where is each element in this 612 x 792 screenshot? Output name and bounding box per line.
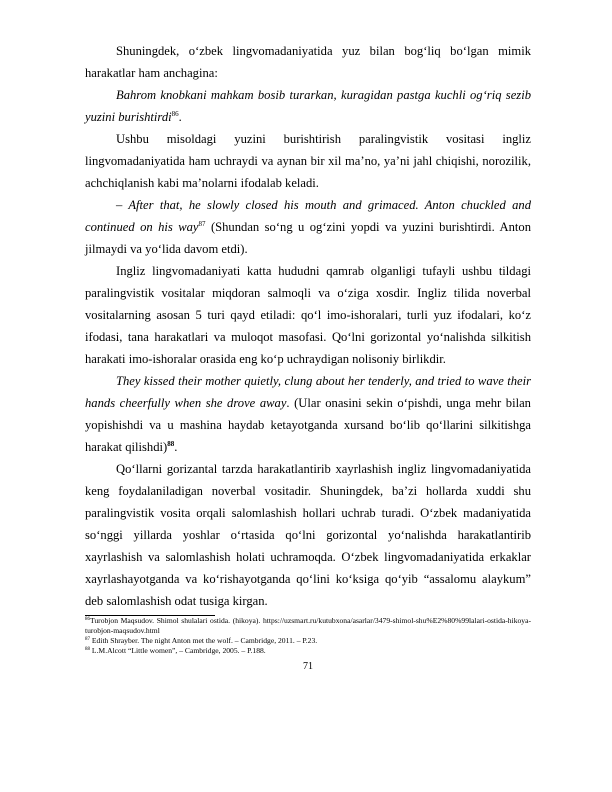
footnote-86-number: 86 (85, 617, 90, 622)
paragraph-5-text: Ingliz lingvomadaniyati katta hududni qamrab olganligi tufayli ushbu tildagi paralingvistik vositalar miqdoran salmoqli va o‘ziga xosdir. Ingliz tilida noverbal vositalarning asosan 5 turi qayd etiladi: qo‘l imo-ishoralari, turli yuz ifodalari, ko‘z ifodasi, tana harakatlari va muloqot masofasi. Qo‘lni gorizontal yo‘nalishda silkitish harakati imo-ishoralar orasida eng ko‘p uchraydigan nolisoniy birlikdir. (85, 264, 531, 366)
paragraph-3 (85, 128, 531, 194)
footnote-ref-86[interactable]: 86 (171, 110, 179, 118)
paragraph-2-end: . (178, 110, 182, 124)
footnote-86 (85, 616, 531, 636)
paragraph-3-text: Ushbu misoldagi yuzini burishtirish paralingvistik vositasi ingliz lingvomadaniyatida ham uchraydi va aynan bir xil ma’no, ya’ni jahl chiqishi, norozilik, achchiqlanish kabi ma’nolarni ifodalab keladi. (85, 132, 531, 190)
paragraph-5 (85, 260, 531, 370)
paragraph-7-text: Qo‘llarni gorizantal tarzda harakatlantirib xayrlashish ingliz lingvomadaniyatida keng foydalaniladigan noverbal vositadir. Shuningdek, ba’zi hollarda xuddi shu paralingvistik vosita orqali salomlashish hollari uchrab turadi. O‘zbek madaniyatida so‘nggi yillarda yoshlar o‘rtasida qo‘lni gorizontal yo‘nalishda harakatlantirib xayrlashish va salomlashish holati uchramoqda. O‘zbek lingvomadaniyatida erkaklar xayrlashayotganda va ko‘rishayotganda qo‘lini ko‘ksiga qo‘yib “assalomu alaykum” deb salomlashish odat tusiga kirgan. (85, 462, 531, 608)
paragraph-1 (85, 40, 531, 84)
example-english-italic-2: They kissed their mother quietly, clung about her tenderly, and tried to wave their hands cheerfully when she drove away (85, 374, 531, 410)
footnote-ref-87[interactable]: 87 (198, 220, 206, 228)
paragraph-1-text: Shuningdek, o‘zbek lingvomadaniyatida yuz bilan bog‘liq bo‘lgan mimik harakatlar ham anchagina: (85, 44, 531, 80)
paragraph-2-example (85, 84, 531, 128)
paragraph-4-translation: (Shundan so‘ng u og‘zini yopdi va yuzini burishtirdi. Anton jilmaydi va yo‘lida davom etdi). (85, 220, 531, 256)
paragraph-6-end: . (174, 440, 178, 454)
paragraph-6-example (85, 370, 531, 458)
example-uzbek-italic: Bahrom knobkani mahkam bosib turarkan, kuragidan pastga kuchli og‘riq sezib yuzini burishtirdi (85, 88, 531, 124)
document-page (85, 40, 531, 673)
footnote-88 (85, 646, 531, 656)
footnote-87-number: 87 (85, 637, 90, 642)
example-english-italic: – After that, he slowly closed his mouth and grimaced. Anton chuckled and continued on his way (85, 198, 531, 234)
footnote-88-number: 88 (85, 647, 90, 652)
paragraph-6-translation: . (Ular onasini sekin o‘pishdi, unga mehr bilan yopishishdi va u mashina haydab ketayotganda xursand bo‘lib qo‘llarini silkitishga harakat qilishdi) (85, 396, 531, 454)
footnote-88-text: L.M.Alcott “Little women”, – Cambridge, 2005. – P.188. (90, 646, 266, 655)
page-number: 71 (303, 661, 313, 672)
footnote-86-text[interactable]: Turobjon Maqsudov. Shimol shulalari ostida. (hikoya). https://uzsmart.ru/kutubxona/asarlar/3479-shimol-shu%E2%80%99lalari-ostida-hikoya-turobjon-maqsudov.html (85, 616, 531, 635)
footnote-87 (85, 636, 531, 646)
paragraph-4-example (85, 194, 531, 260)
footnote-ref-88[interactable]: 88 (167, 440, 175, 448)
footnote-87-text: Edith Shrayber. The night Anton met the wolf. – Cambridge, 2011. – P.23. (90, 636, 318, 645)
paragraph-7 (85, 458, 531, 612)
